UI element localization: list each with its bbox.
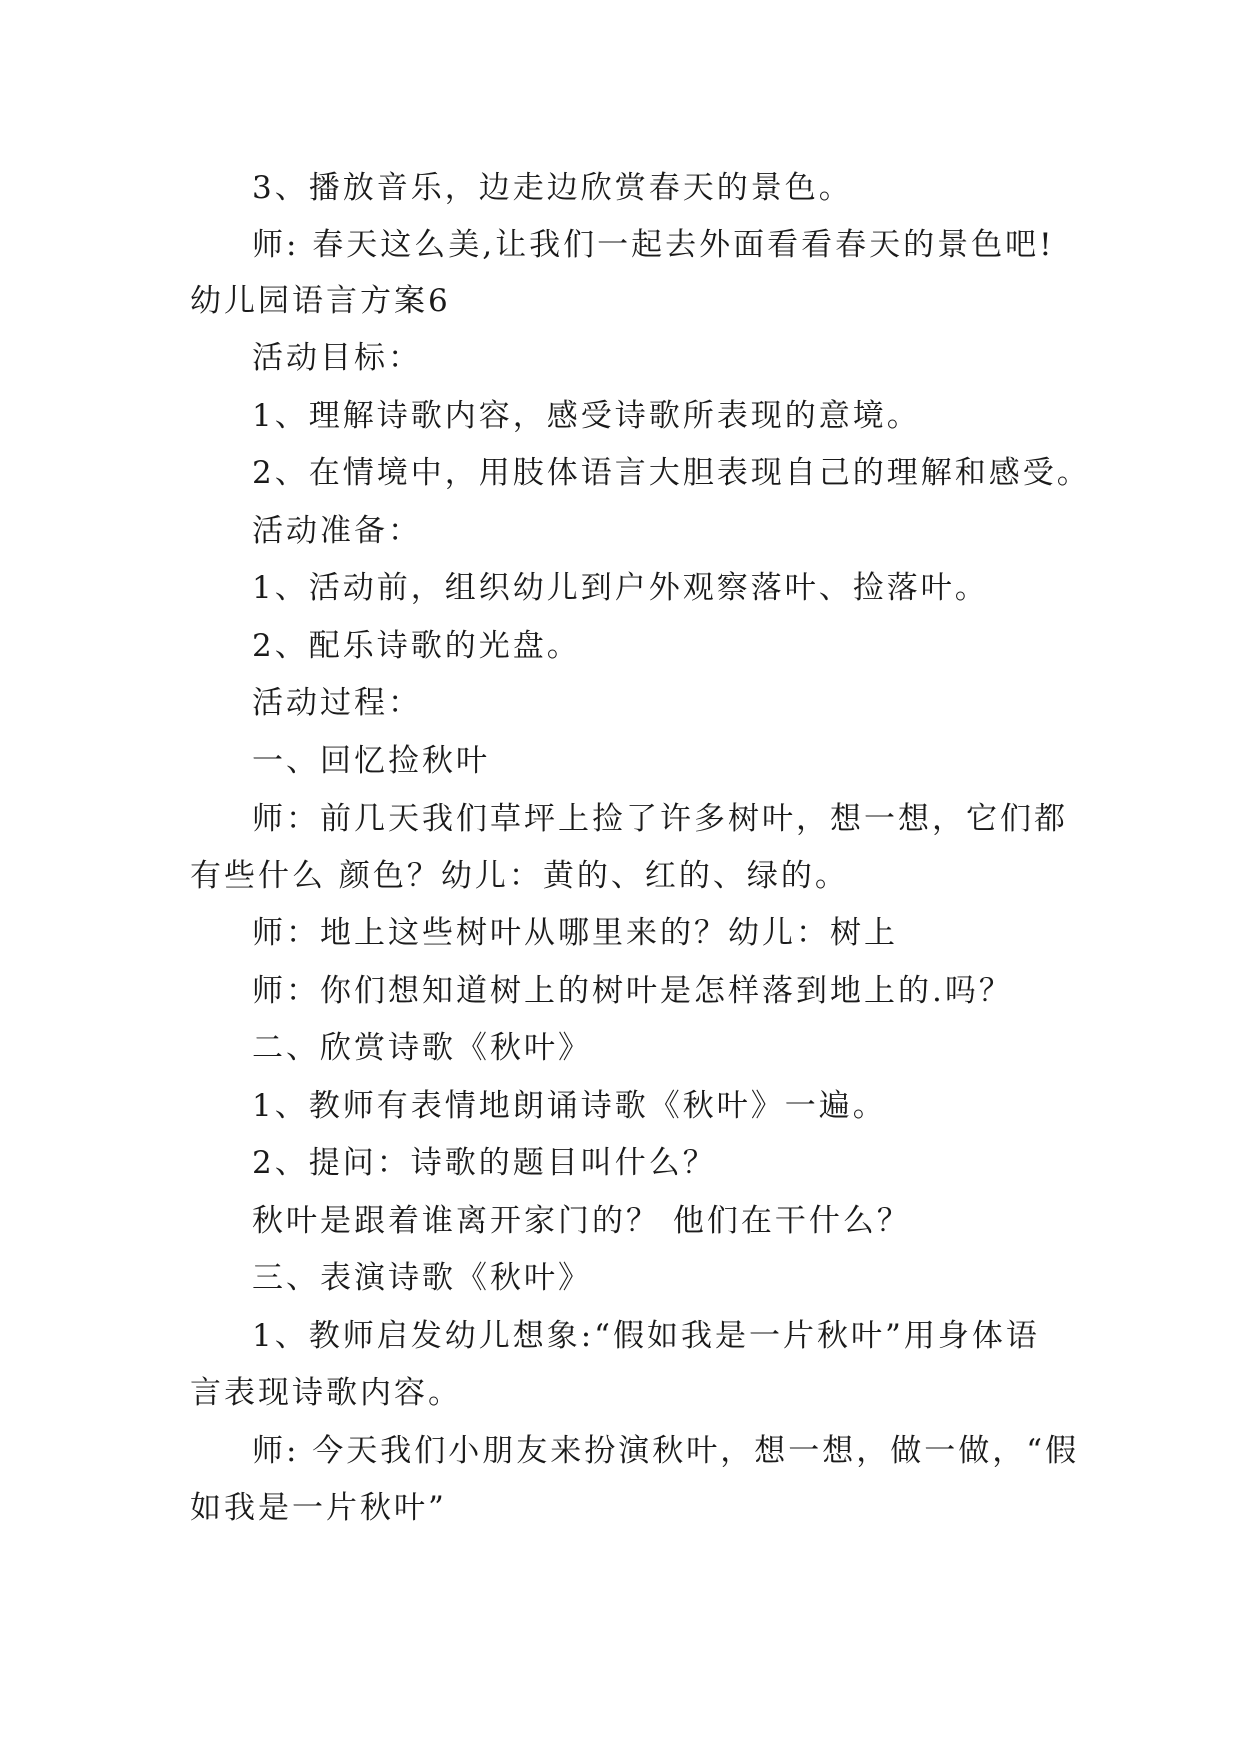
text-line: 师：地上这些树叶从哪里来的？幼儿：树上 (252, 915, 898, 951)
text-line: 1、教师启发幼儿想象:“假如我是一片秋叶”用身体语 (252, 1318, 1040, 1354)
text-line: 言表现诗歌内容。 (190, 1375, 462, 1411)
section-heading: 幼儿园语言方案6 (190, 283, 451, 319)
text-line: 2、配乐诗歌的光盘。 (252, 628, 581, 664)
text-line: 师：你们想知道树上的树叶是怎样落到地上的.吗？ (252, 973, 1013, 1009)
text-line: 师: 今天我们小朋友来扮演秋叶，想一想，做一做，“假 (252, 1433, 1080, 1469)
text-line: 活动目标： (252, 340, 422, 376)
text-line: 活动过程： (252, 685, 422, 721)
text-line: 活动准备： (252, 513, 422, 549)
text-line: 师: 春天这么美,让我们一起去外面看看春天的景色吧! (252, 227, 1055, 263)
text-line: 一、回忆捡秋叶 (252, 743, 490, 779)
text-line: 2、提问：诗歌的题目叫什么？ (252, 1145, 717, 1181)
text-line: 1、理解诗歌内容，感受诗歌所表现的意境。 (252, 398, 921, 434)
text-line: 秋叶是跟着谁离开家门的？ 他们在干什么？ (252, 1203, 911, 1239)
text-line: 如我是一片秋叶” (190, 1490, 447, 1526)
text-line: 1、活动前，组织幼儿到户外观察落叶、捡落叶。 (252, 570, 989, 606)
text-line: 2、在情境中，用肢体语言大胆表现自己的理解和感受。 (252, 455, 1091, 491)
text-line: 师：前几天我们草坪上捡了许多树叶，想一想，它们都 (252, 801, 1068, 837)
text-line: 三、表演诗歌《秋叶》 (252, 1260, 592, 1296)
text-line: 3、播放音乐，边走边欣赏春天的景色。 (252, 170, 853, 206)
text-line: 二、欣赏诗歌《秋叶》 (252, 1030, 592, 1066)
text-line: 1、教师有表情地朗诵诗歌《秋叶》一遍。 (252, 1088, 887, 1124)
text-line: 有些什么 颜色？幼儿：黄的、红的、绿的。 (190, 858, 849, 894)
